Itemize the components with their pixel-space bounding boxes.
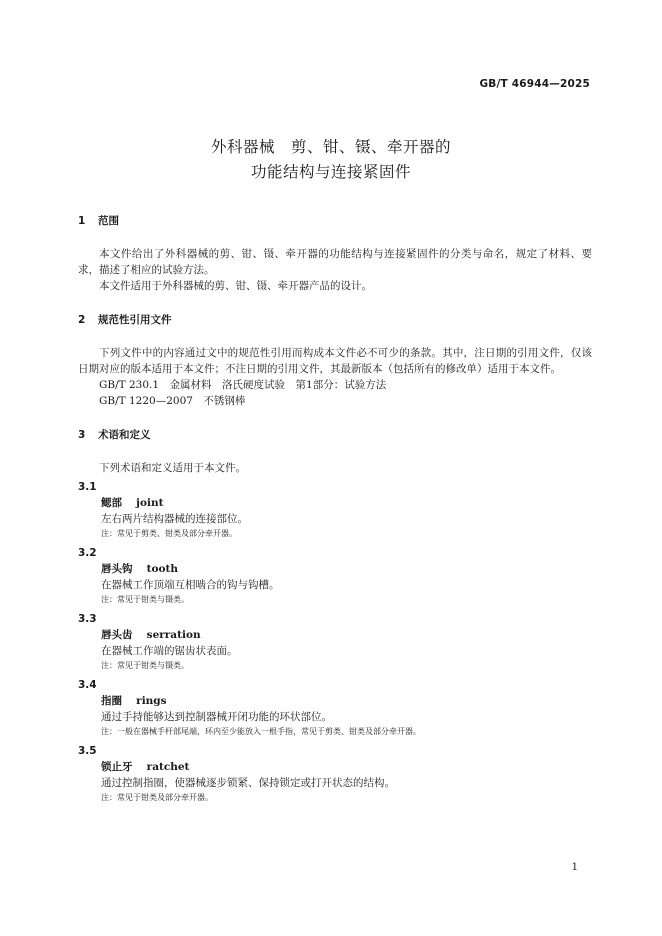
term-zh: 指圈 xyxy=(101,695,122,707)
document-title-line1: 外科器械 剪、钳、镊、牵开器的 xyxy=(210,138,451,156)
paragraph: 下列术语和定义适用于本文件。 xyxy=(99,462,246,474)
term-title xyxy=(78,495,592,511)
term-title xyxy=(78,759,592,775)
section-title: 范围 xyxy=(98,215,119,227)
term-title xyxy=(78,693,592,709)
term-title xyxy=(78,627,592,643)
paragraph: 下列文件中的内容通过文中的规范性引用而构成本文件必不可少的条款。其中，注日期的引用文件，仅该日期对应的版本适用于本文件；不注日期的引用文件，其最新版本（包括所有的修改单）适用于本文件。 xyxy=(78,347,592,375)
term-zh: 唇头钩 xyxy=(101,563,133,575)
term-zh: 唇头齿 xyxy=(101,629,133,641)
section-title: 规范性引用文件 xyxy=(98,314,172,326)
term-definition: 在器械工作顶端互相啮合的钩与钩槽。 xyxy=(101,579,280,591)
paragraph: 本文件适用于外科器械的剪、钳、镊、牵开器产品的设计。 xyxy=(99,280,372,292)
term-definition: 在器械工作端的锯齿状表面。 xyxy=(101,645,238,657)
section-number: 2 xyxy=(78,314,86,326)
term-entry xyxy=(78,611,592,673)
section-heading xyxy=(78,427,592,443)
term-number: 3.5 xyxy=(78,745,97,757)
term-en: serration xyxy=(146,629,201,641)
term-zh: 锁止牙 xyxy=(101,761,133,773)
page-number: 1 xyxy=(571,862,578,873)
section-normative-references xyxy=(78,312,592,409)
section-scope xyxy=(78,213,592,294)
term-note: 注：常见于钳类与镊类。 xyxy=(101,661,189,670)
section-number: 1 xyxy=(78,215,86,227)
reference-item: GB/T 230.1 金属材料 洛氏硬度试验 第1部分：试验方法 xyxy=(99,379,387,391)
term-zh: 鳃部 xyxy=(101,497,122,509)
document-title-line2: 功能结构与连接紧固件 xyxy=(250,163,411,181)
term-note: 注：常见于钳类与镊类。 xyxy=(101,595,189,604)
term-title xyxy=(78,561,592,577)
section-heading xyxy=(78,213,592,229)
term-entry xyxy=(78,677,592,739)
reference-item: GB/T 1220—2007 不锈钢棒 xyxy=(99,395,246,407)
term-entry xyxy=(78,545,592,607)
term-number: 3.2 xyxy=(78,547,97,559)
term-entry xyxy=(78,743,592,805)
term-number: 3.4 xyxy=(78,679,97,691)
term-entry xyxy=(78,479,592,541)
term-number: 3.1 xyxy=(78,481,97,493)
standard-code: GB/T 46944—2025 xyxy=(479,78,590,90)
term-en: rings xyxy=(136,695,167,707)
term-definition: 左右两片结构器械的连接部位。 xyxy=(101,513,248,525)
term-en: ratchet xyxy=(146,761,190,773)
term-number: 3.3 xyxy=(78,613,97,625)
term-en: tooth xyxy=(146,563,178,575)
term-definition: 通过控制指圈，使器械逐步锁紧、保持锁定或打开状态的结构。 xyxy=(101,777,395,789)
section-title: 术语和定义 xyxy=(98,429,151,441)
term-note: 注：一般在器械手杆部尾端，环内至少能放入一根手指，常见于剪类、钳类及部分牵开器。 xyxy=(101,727,421,736)
section-terms-definitions xyxy=(78,427,592,805)
paragraph: 本文件给出了外科器械的剪、钳、镊、牵开器的功能结构与连接紧固件的分类与命名，规定了材料、要求，描述了相应的试验方法。 xyxy=(78,248,592,276)
term-note: 注：常见于剪类、钳类及部分牵开器。 xyxy=(101,529,237,538)
section-number: 3 xyxy=(78,429,86,441)
term-definition: 通过手持能够达到控制器械开闭功能的环状部位。 xyxy=(101,711,332,723)
term-note: 注：常见于钳类及部分牵开器。 xyxy=(101,793,213,802)
section-heading xyxy=(78,312,592,328)
term-en: joint xyxy=(136,497,164,509)
document-body xyxy=(78,213,592,823)
